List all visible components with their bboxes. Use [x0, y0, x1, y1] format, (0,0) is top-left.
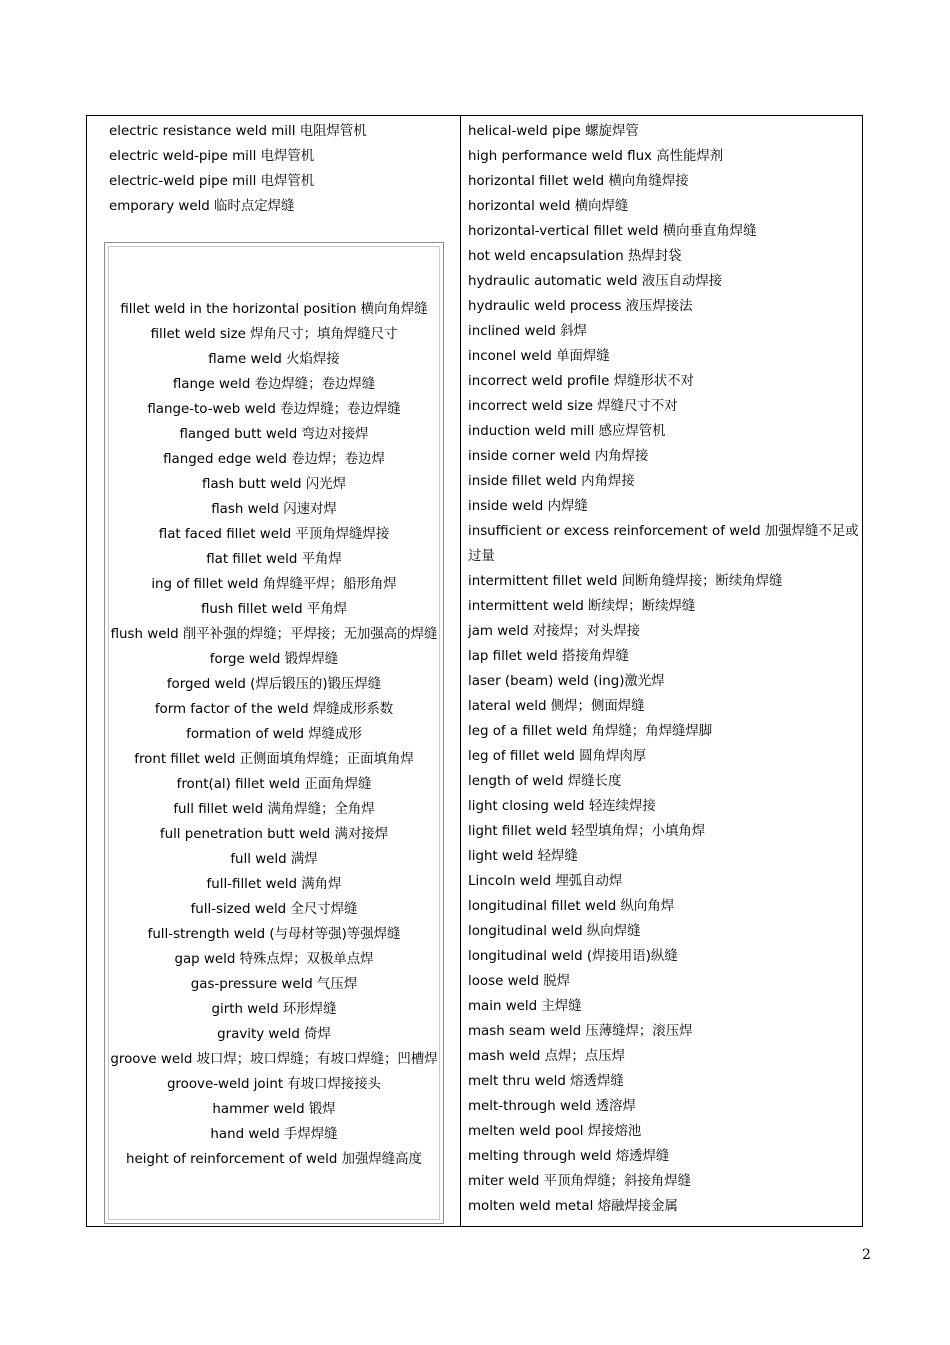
list-item: electric resistance weld mill 电阻焊管机	[109, 124, 367, 139]
inner-text-box	[104, 242, 444, 1224]
list-item: lap fillet weld 搭接角焊缝	[468, 649, 629, 664]
list-item: ing of fillet weld 角焊缝平焊；船形角焊	[151, 577, 397, 592]
list-item: melt thru weld 熔透焊缝	[468, 1074, 624, 1089]
list-item: melt-through weld 透溶焊	[468, 1099, 636, 1114]
list-item: electric weld-pipe mill 电焊管机	[109, 149, 315, 164]
list-item: Lincoln weld 埋弧自动焊	[468, 874, 623, 889]
list-item: inside fillet weld 内角焊接	[468, 474, 635, 489]
list-item: hot weld encapsulation 热焊封袋	[468, 249, 682, 264]
list-item: intermittent fillet weld 间断角缝焊接；断续角焊缝	[468, 574, 783, 589]
list-item: lateral weld 侧焊；侧面焊缝	[468, 699, 645, 714]
list-item: flame weld 火焰焊接	[208, 352, 340, 367]
list-item: height of reinforcement of weld 加强焊缝高度	[126, 1152, 422, 1167]
list-item: leg of a fillet weld 角焊缝；角焊缝焊脚	[468, 724, 713, 739]
list-item: longitudinal fillet weld 纵向角焊	[468, 899, 675, 914]
list-item: inside corner weld 内角焊接	[468, 449, 649, 464]
right-column-list	[468, 119, 860, 1219]
list-item: mash weld 点焊；点压焊	[468, 1049, 625, 1064]
list-item: leg of fillet weld 圆角焊肉厚	[468, 749, 647, 764]
list-item: inclined weld 斜焊	[468, 324, 587, 339]
list-item: horizontal fillet weld 横向角缝焊接	[468, 174, 689, 189]
left-column-box-list	[108, 297, 440, 1172]
list-item: gravity weld 倚焊	[217, 1027, 331, 1042]
list-item: molten weld metal 熔融焊接金属	[468, 1199, 678, 1214]
list-item: front fillet weld 正侧面填角焊缝；正面填角焊	[134, 752, 414, 767]
list-item: gas-pressure weld 气压焊	[190, 977, 358, 992]
list-item: inconel weld 单面焊缝	[468, 349, 610, 364]
list-item: groove weld 坡口焊；坡口焊缝；有坡口焊缝；凹槽焊	[110, 1052, 438, 1067]
list-item: light closing weld 轻连续焊接	[468, 799, 656, 814]
column-divider	[460, 116, 461, 1226]
list-item: form factor of the weld 焊缝成形系数	[154, 702, 394, 717]
list-item: forged weld (焊后锻压的)锻压焊缝	[166, 677, 382, 692]
list-item: length of weld 焊缝长度	[468, 774, 622, 789]
list-item: flanged butt weld 弯边对接焊	[179, 427, 369, 442]
list-item: loose weld 脱焊	[468, 974, 571, 989]
list-item: girth weld 环形焊缝	[211, 1002, 337, 1017]
list-item: emporary weld 临时点定焊缝	[109, 199, 295, 214]
list-item: fillet weld size 焊角尺寸；填角焊缝尺寸	[150, 327, 398, 342]
list-item: incorrect weld size 焊缝尺寸不对	[468, 399, 678, 414]
list-item: flange-to-web weld 卷边焊缝；卷边焊缝	[147, 402, 401, 417]
list-item: full weld 满焊	[230, 852, 318, 867]
page-number: 2	[862, 1247, 871, 1263]
list-item: mash seam weld 压薄缝焊；滚压焊	[468, 1024, 693, 1039]
list-item: light fillet weld 轻型填角焊；小填角焊	[468, 824, 706, 839]
list-item: laser (beam) weld (ing)激光焊	[468, 674, 665, 689]
list-item: longitudinal weld (焊接用语)纵缝	[468, 949, 678, 964]
list-item: hydraulic weld process 液压焊接法	[468, 299, 693, 314]
list-item: formation of weld 焊缝成形	[186, 727, 362, 742]
list-item: melten weld pool 焊接熔池	[468, 1124, 642, 1139]
list-item: flash weld 闪速对焊	[211, 502, 337, 517]
list-item: incorrect weld profile 焊缝形状不对	[468, 374, 694, 389]
list-item: flat faced fillet weld 平顶角焊缝焊接	[158, 527, 390, 542]
list-item: forge weld 锻焊焊缝	[209, 652, 339, 667]
list-item: flat fillet weld 平角焊	[206, 552, 342, 567]
list-item: inside weld 内焊缝	[468, 499, 588, 514]
list-item: longitudinal weld 纵向焊缝	[468, 924, 641, 939]
list-item: groove-weld joint 有坡口焊接接头	[166, 1077, 382, 1092]
list-item: light weld 轻焊缝	[468, 849, 578, 864]
list-item: jam weld 对接焊；对头焊接	[468, 624, 641, 639]
list-item: melting through weld 熔透焊缝	[468, 1149, 670, 1164]
left-column-top-list	[109, 119, 449, 219]
list-item: high performance weld flux 高性能焊剂	[468, 149, 724, 164]
list-item: flanged edge weld 卷边焊；卷边焊	[163, 452, 385, 467]
glossary-table	[86, 115, 863, 1227]
list-item: horizontal weld 横向焊缝	[468, 199, 629, 214]
list-item: gap weld 特殊点焊；双极单点焊	[174, 952, 374, 967]
list-item: full penetration butt weld 满对接焊	[159, 827, 389, 842]
list-item: front(al) fillet weld 正面角焊缝	[176, 777, 372, 792]
list-item: hydraulic automatic weld 液压自动焊接	[468, 274, 723, 289]
list-item: full-fillet weld 满角焊	[206, 877, 342, 892]
list-item: flange weld 卷边焊缝；卷边焊缝	[172, 377, 376, 392]
list-item: flush weld 削平补强的焊缝；平焊接；无加强高的焊缝	[110, 627, 438, 642]
list-item: intermittent weld 断续焊；断续焊缝	[468, 599, 696, 614]
list-item: full-strength weld (与母材等强)等强焊缝	[147, 927, 401, 942]
list-item: hand weld 手焊焊缝	[210, 1127, 338, 1142]
list-item: full-sized weld 全尺寸焊缝	[190, 902, 358, 917]
list-item: helical-weld pipe 螺旋焊管	[468, 124, 639, 139]
list-item: induction weld mill 感应焊管机	[468, 424, 666, 439]
list-item: insufficient or excess reinforcement of weld 加强焊缝不足或过量	[468, 524, 859, 564]
list-item: electric-weld pipe mill 电焊管机	[109, 174, 315, 189]
list-item: hammer weld 锻焊	[212, 1102, 336, 1117]
list-item: main weld 主焊缝	[468, 999, 582, 1014]
list-item: full fillet weld 满角焊缝；全角焊	[173, 802, 375, 817]
list-item: flush fillet weld 平角焊	[200, 602, 348, 617]
list-item: fillet weld in the horizontal position 横向角焊缝	[120, 302, 428, 317]
list-item: horizontal-vertical fillet weld 横向垂直角焊缝	[468, 224, 757, 239]
list-item: miter weld 平顶角焊缝；斜接角焊缝	[468, 1174, 691, 1189]
list-item: flash butt weld 闪光焊	[202, 477, 346, 492]
